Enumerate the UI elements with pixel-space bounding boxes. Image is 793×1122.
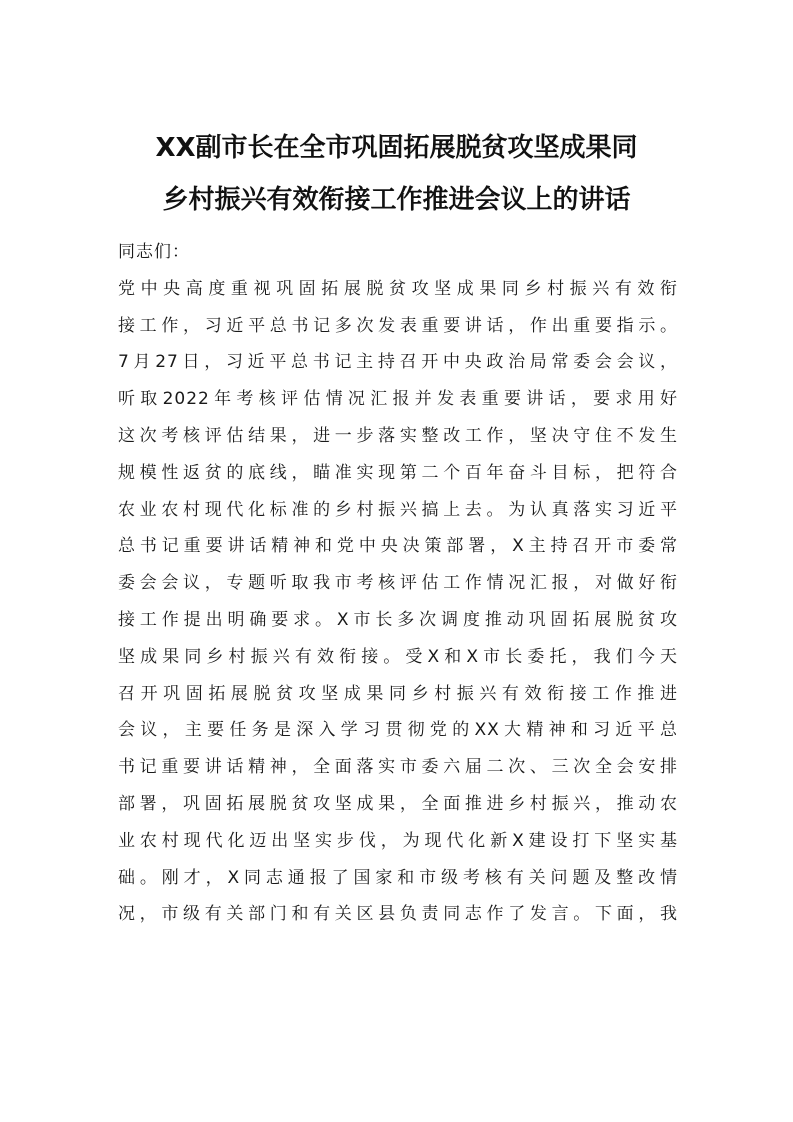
body-line: 坚成果同乡村振兴有效衔接。受X和X市长委托，我们今天 [118,646,678,667]
body-line: 础。刚才，X同志通报了国家和市级考核有关问题及整改情 [118,867,678,888]
body-line: 听取2022年考核评估情况汇报并发表重要讲话，要求用好 [118,389,678,410]
title-line-2: 乡村振兴有效衔接工作推进会议上的讲话 [162,185,631,215]
body-line: 总书记重要讲话精神和党中央决策部署，X主持召开市委常 [118,536,678,557]
body-line: 农业农村现代化标准的乡村振兴搞上去。为认真落实习近平 [118,499,678,520]
body-line: 这次考核评估结果，进一步落实整改工作，坚决守住不发生 [118,425,678,446]
document-title [100,122,693,226]
body-line: 委会会议，专题听取我市考核评估工作情况汇报，对做好衔 [118,573,678,594]
body-line: 规模性返贫的底线，瞄准实现第二个百年奋斗目标，把符合 [118,462,678,483]
body-line: 党中央高度重视巩固拓展脱贫攻坚成果同乡村振兴有效衔 [118,278,678,299]
body-line: 接工作，习近平总书记多次发表重要讲话，作出重要指示。 [118,315,678,336]
body-line: 接工作提出明确要求。X市长多次调度推动巩固拓展脱贫攻 [118,609,678,630]
body-line: 召开巩固拓展脱贫攻坚成果同乡村振兴有效衔接工作推进 [118,683,678,704]
body-line: 部署，巩固拓展脱贫攻坚成果，全面推进乡村振兴，推动农 [118,793,678,814]
salutation: 同志们： [118,242,190,262]
document-body [118,234,678,933]
body-line: 书记重要讲话精神，全面落实市委六届二次、三次全会安排 [118,757,678,778]
body-line: 业农村现代化迈出坚实步伐，为现代化新X建设打下坚实基 [118,830,678,851]
title-line-1: XX副市长在全市巩固拓展脱贫攻坚成果同 [155,133,638,163]
body-line: 7月27日，习近平总书记主持召开中央政治局常委会会议， [118,352,678,373]
body-line: 会议，主要任务是深入学习贯彻党的XX大精神和习近平总 [118,720,678,741]
body-line: 况，市级有关部门和有关区县负责同志作了发言。下面，我 [118,904,678,925]
